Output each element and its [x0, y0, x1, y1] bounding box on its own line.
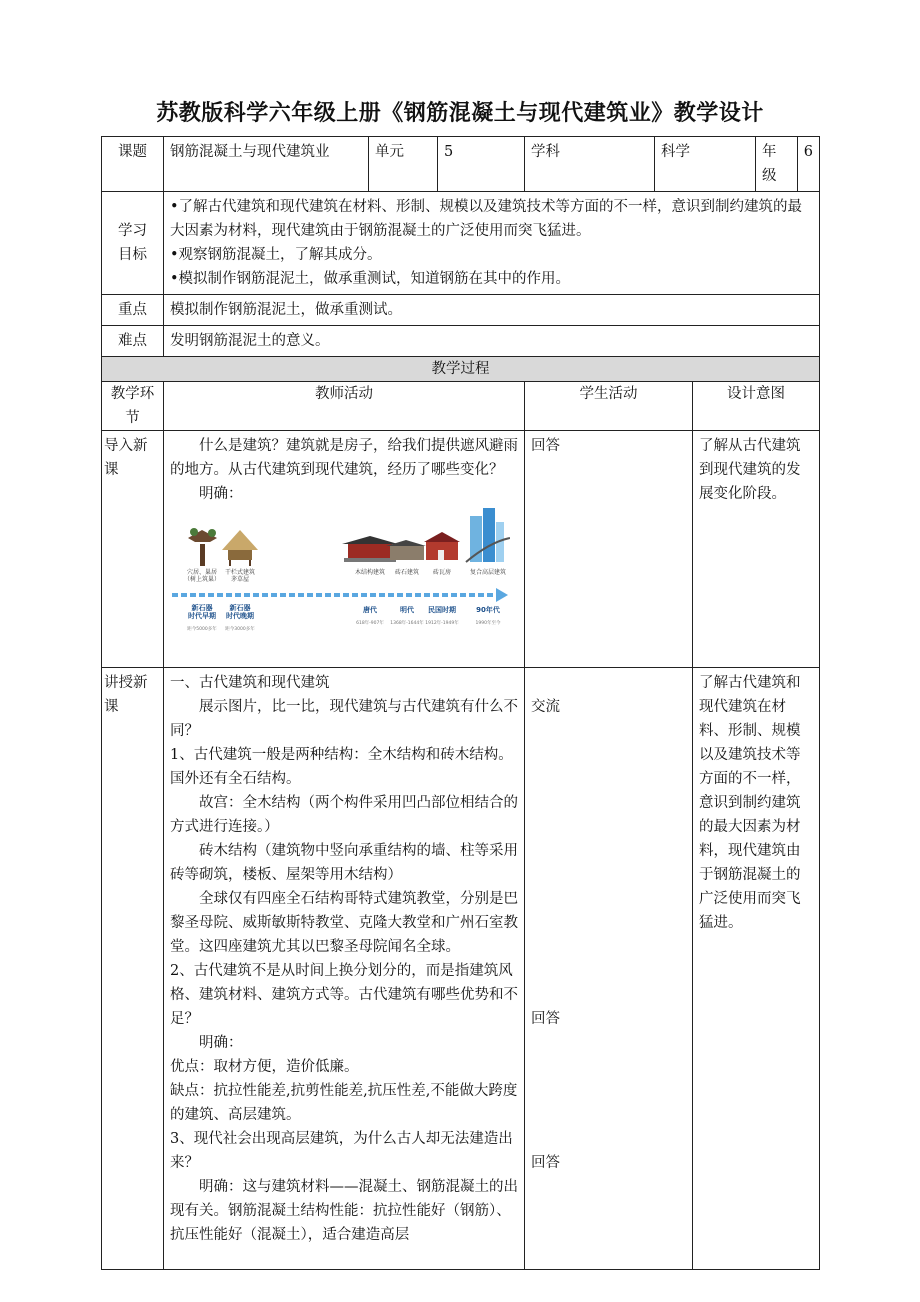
timeline-date: 距今3000多年: [225, 627, 255, 632]
brick-house-icon: [424, 532, 460, 560]
lesson-student: 交流 回答 回答: [525, 668, 693, 1270]
timeline-name: （树上筑巢）: [183, 576, 221, 583]
timeline-name: 茅草屋: [230, 576, 250, 583]
timeline-name: 砖石建筑: [394, 569, 420, 576]
timeline-date: 1912年-1949年: [425, 621, 459, 626]
timeline-era: 唐代: [363, 606, 377, 614]
thatched-hut-icon: [222, 530, 258, 566]
arrow-head-icon: [496, 588, 508, 602]
timeline-era: 90年代: [476, 606, 500, 614]
unit-label: 单元: [369, 137, 438, 192]
process-heading-row: [102, 357, 820, 382]
goal-item: •模拟制作钢筋混泥土，做承重测试，知道钢筋在其中的作用。: [170, 271, 571, 287]
timeline-name: 砖瓦房: [432, 569, 452, 576]
timeline-name: 干栏式建筑: [224, 569, 256, 576]
timeline-name: 穴居、巢居: [186, 569, 218, 576]
unit-value: 5: [438, 137, 525, 192]
grade-value: 6: [803, 144, 813, 160]
intro-teacher: 什么是建筑？建筑就是房子，给我们提供遮风避雨的地方。从古代建筑到现代建筑，经历了哪些变化？ 明确： 穴居、巢居 （树上筑巢） 干栏式建筑 茅草屋 木结构建筑 砖石建筑 砖瓦房 复合高层建筑 新石器 时代早期 新石器 时代晚期 唐代 明代 民国时期 90年代 距今5000多年 距今3000多年 618年-907年 1368年-1644年 1912年-1949年 1990年至今: [164, 431, 525, 668]
timeline-date: 1368年-1644年: [390, 621, 424, 626]
col-intent: 设计意图: [693, 382, 820, 431]
difficulty-row: [102, 326, 820, 357]
intro-student: 回答: [525, 431, 693, 668]
col-teacher: 教师活动: [164, 382, 525, 431]
timeline-name: 木结构建筑: [354, 569, 386, 576]
tree-house-icon: [188, 528, 217, 566]
topic-label: 课题: [102, 137, 164, 192]
difficulty-value: 发明钢筋混泥土的意义。: [164, 326, 820, 357]
lesson-intent: 了解古代建筑和现代建筑在材料、形制、规模以及建筑技术等方面的不一样，意识到制约建筑的最大因素为材料，现代建筑由于钢筋混凝土的广泛使用而突飞猛进。: [693, 668, 820, 1270]
timeline-date: 618年-907年: [356, 621, 384, 626]
key-point-value: 模拟制作钢筋混泥土，做承重测试。: [164, 295, 820, 326]
timeline-era: 时代晚期: [226, 612, 254, 620]
col-stage: 教学环节: [102, 382, 164, 431]
skyscraper-icon: [466, 508, 510, 562]
key-point-label: 重点: [102, 295, 164, 326]
page-title: 苏教版科学六年级上册《钢筋混凝土与现代建筑业》教学设计: [156, 101, 764, 126]
grade-cell: [756, 137, 820, 192]
goals-content: [164, 192, 820, 295]
timeline-date: 1990年至今: [475, 621, 501, 626]
difficulty-label: 难点: [102, 326, 164, 357]
goals-label: 学习 目标: [102, 192, 164, 295]
goal-item: •了解古代建筑和现代建筑在材料、形制、规模以及建筑技术等方面的不一样，意识到制约建筑的最大因素为材料，现代建筑由于钢筋混凝土的广泛使用而突飞猛进。: [170, 199, 803, 239]
timeline-era: 新石器: [191, 604, 213, 612]
process-columns-row: [102, 382, 820, 431]
timeline-era: 新石器: [229, 604, 251, 612]
intro-row: [102, 431, 820, 668]
timeline-era: 民国时期: [428, 606, 456, 614]
wooden-building-icon: [342, 536, 398, 562]
process-heading: 教学过程: [102, 357, 820, 382]
goals-row: [102, 192, 820, 295]
grade-label: 年级: [756, 137, 798, 191]
intro-intent: 了解从古代建筑到现代建筑的发展变化阶段。: [693, 431, 820, 668]
timeline-era: 明代: [400, 606, 414, 614]
lesson-row: [102, 668, 820, 1270]
subject-value: 科学: [655, 137, 756, 192]
timeline-date: 距今5000多年: [187, 627, 217, 632]
goal-item: •观察钢筋混凝土，了解其成分。: [170, 247, 382, 263]
architecture-timeline-figure: [170, 508, 510, 643]
intro-stage: 导入新课: [102, 431, 164, 668]
col-student: 学生活动: [525, 382, 693, 431]
lesson-plan-table: [101, 136, 820, 1270]
timeline-name: 复合高层建筑: [469, 569, 507, 576]
lesson-stage: 讲授新课: [102, 668, 164, 1270]
topic-value: 钢筋混凝土与现代建筑业: [164, 137, 369, 192]
timeline-era: 时代早期: [188, 612, 216, 620]
subject-label: 学科: [525, 137, 655, 192]
lesson-teacher: 一、古代建筑和现代建筑 展示图片，比一比，现代建筑与古代建筑有什么不同？ 1、古代建筑一般是两种结构：全木结构和砖木结构。国外还有全石结构。 故宫：全木结构（两个构件采用凹凸部位相结合的方式进行连接。） 砖木结构（建筑物中竖向承重结构的墙、柱等采用砖等砌筑，楼板、屋架等用木结构） 全球仅有四座全石结构哥特式建筑教堂，分别是巴黎圣母院、威斯敏斯特教堂、克隆大教堂和广州石室教堂。这四座建筑尤其以巴黎圣母院闻名全球。 2、古代建筑不是从时间上换分划分的，而是指建筑风格、建筑材料、建筑方式等。古代建筑有哪些优势和不足？ 明确： 优点：取材方便，造价低廉。 缺点：抗拉性能差,抗剪性能差,抗压性差,不能做大跨度的建筑、高层建筑。 3、现代社会出现高层建筑，为什么古人却无法建造出来？ 明确：这与建筑材料——混凝土、钢筋混凝土的出现有关。钢筋混凝土结构性能：抗拉性能好（钢筋）、抗压性能好（混凝土），适合建造高层: [164, 668, 525, 1270]
key-point-row: [102, 295, 820, 326]
info-row: [102, 137, 820, 192]
